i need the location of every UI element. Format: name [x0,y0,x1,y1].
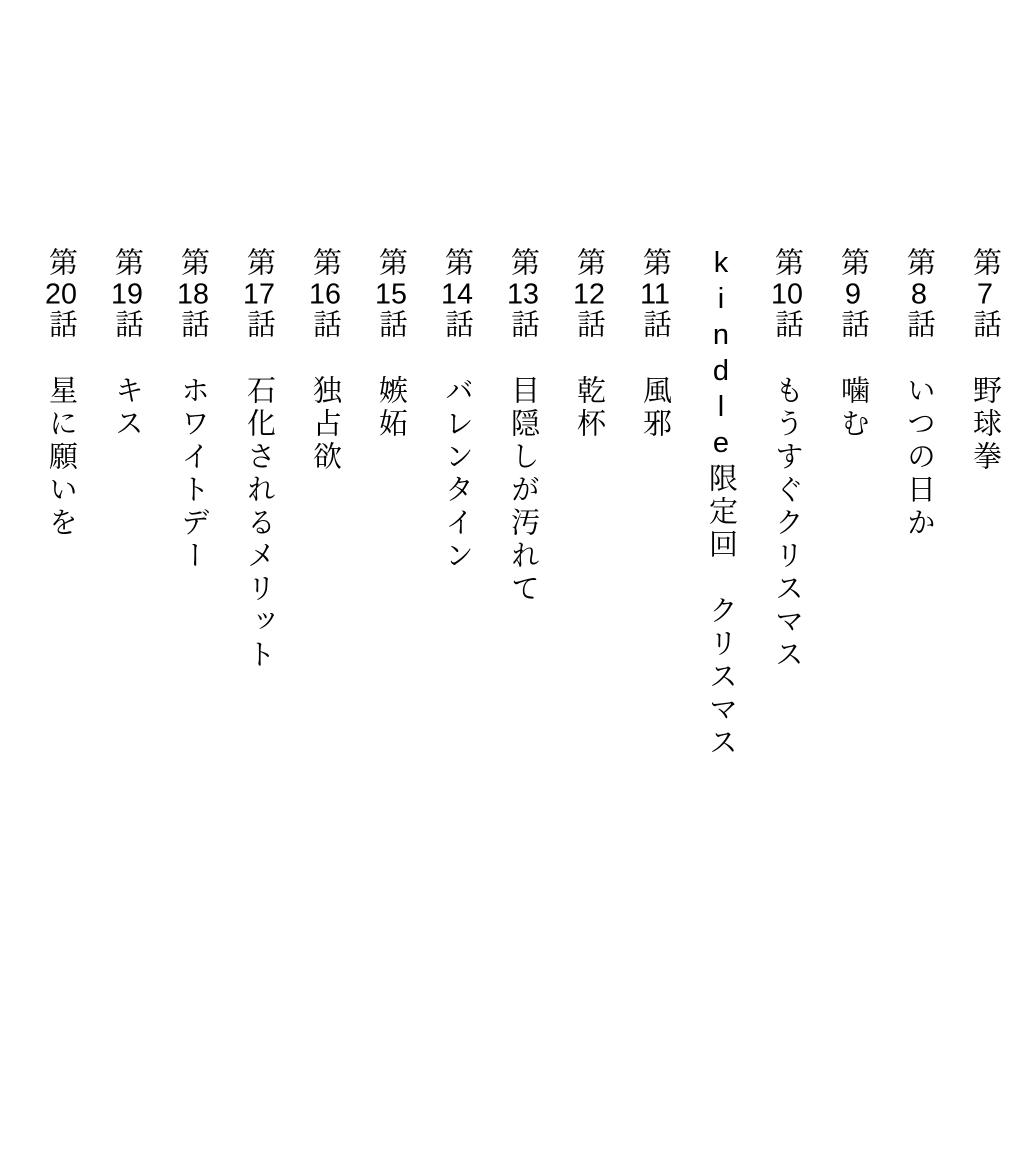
chapter-label-prefix: 第 [771,247,803,280]
chapter-number: 12 [573,280,605,309]
chapter-label-suffix: 話 [309,309,341,342]
toc-entry [160,247,226,947]
chapter-title: 目隠しが汚れて [507,375,539,606]
toc-entry [622,247,688,947]
chapter-number: 17 [243,280,275,309]
label-title-separator [507,342,539,375]
toc-entry [754,247,820,947]
chapter-label-prefix: 第 [903,247,935,280]
chapter-number: 14 [441,280,473,309]
chapter-label-suffix: 話 [969,309,1001,342]
label-title-separator [177,342,209,375]
chapter-label-prefix: 第 [177,247,209,280]
toc-entry [490,247,556,947]
label-title-separator [771,342,803,375]
chapter-title: 独占欲 [309,375,341,474]
chapter-title: 石化されるメリット [243,375,275,672]
chapter-label-prefix: 第 [243,247,275,280]
chapter-label-prefix: 第 [573,247,605,280]
chapter-label-suffix: 話 [375,309,407,342]
chapter-number: 18 [177,280,209,309]
toc-entry [886,247,952,947]
chapter-title: クリスマス [705,595,737,760]
chapter-number: 15 [375,280,407,309]
chapter-label-prefix: 第 [45,247,77,280]
label-title-separator [309,342,341,375]
chapter-title: 星に願いを [45,375,77,540]
chapter-title: 野球拳 [969,375,1001,474]
chapter-label-prefix: 第 [639,247,671,280]
chapter-number: 19 [111,280,143,309]
label-title-separator [969,342,1001,375]
chapter-title: いつの日か [903,375,935,540]
toc-entry [952,247,1018,947]
chapter-number: 20 [45,280,77,309]
chapter-label-prefix: 第 [507,247,539,280]
chapter-number: 7 [976,280,994,309]
chapter-label-suffix: 話 [177,309,209,342]
chapter-number: 11 [639,280,671,309]
label-title-separator [45,342,77,375]
chapter-title: バレンタイン [441,375,473,573]
toc-entry-kindle-exclusive [688,247,754,947]
chapter-label-prefix: 第 [837,247,869,280]
label-title-separator [441,342,473,375]
label-title-separator [573,342,605,375]
toc-entry [28,247,94,947]
chapter-title: キス [111,375,143,441]
chapter-label-suffix: 話 [441,309,473,342]
chapter-title: もうすぐクリスマス [771,375,803,672]
chapter-label-suffix: 話 [45,309,77,342]
chapter-label-suffix: 話 [573,309,605,342]
chapter-title: 風邪 [639,375,671,441]
chapter-label-suffix: 話 [771,309,803,342]
toc-entry [358,247,424,947]
label-title-separator [903,342,935,375]
chapter-number: 13 [507,280,539,309]
chapter-label-prefix: 第 [441,247,473,280]
chapter-label-suffix: 話 [111,309,143,342]
toc-entry [94,247,160,947]
chapter-label-prefix: kindle限定回 [705,247,737,562]
label-title-separator [375,342,407,375]
chapter-number: 10 [771,280,803,309]
toc-entry [556,247,622,947]
label-title-separator [837,342,869,375]
label-title-separator [639,342,671,375]
chapter-label-prefix: 第 [969,247,1001,280]
chapter-label-suffix: 話 [507,309,539,342]
chapter-number: 16 [309,280,341,309]
chapter-label-prefix: 第 [375,247,407,280]
toc-entry [820,247,886,947]
chapter-label-prefix: 第 [309,247,341,280]
toc-entry [226,247,292,947]
label-title-separator [111,342,143,375]
chapter-label-suffix: 話 [837,309,869,342]
toc-entry [292,247,358,947]
chapter-title: ホワイトデー [177,375,209,573]
chapter-label-prefix: 第 [111,247,143,280]
toc-entry [424,247,490,947]
chapter-label-suffix: 話 [639,309,671,342]
label-title-separator [705,562,737,595]
chapter-title: 噛む [837,375,869,441]
chapter-number: 8 [910,280,928,309]
chapter-title: 嫉妬 [375,375,407,441]
chapter-label-suffix: 話 [243,309,275,342]
label-title-separator [243,342,275,375]
chapter-title: 乾杯 [573,375,605,441]
chapter-label-suffix: 話 [903,309,935,342]
toc-vertical-text-block [28,247,1018,947]
chapter-number: 9 [844,280,862,309]
